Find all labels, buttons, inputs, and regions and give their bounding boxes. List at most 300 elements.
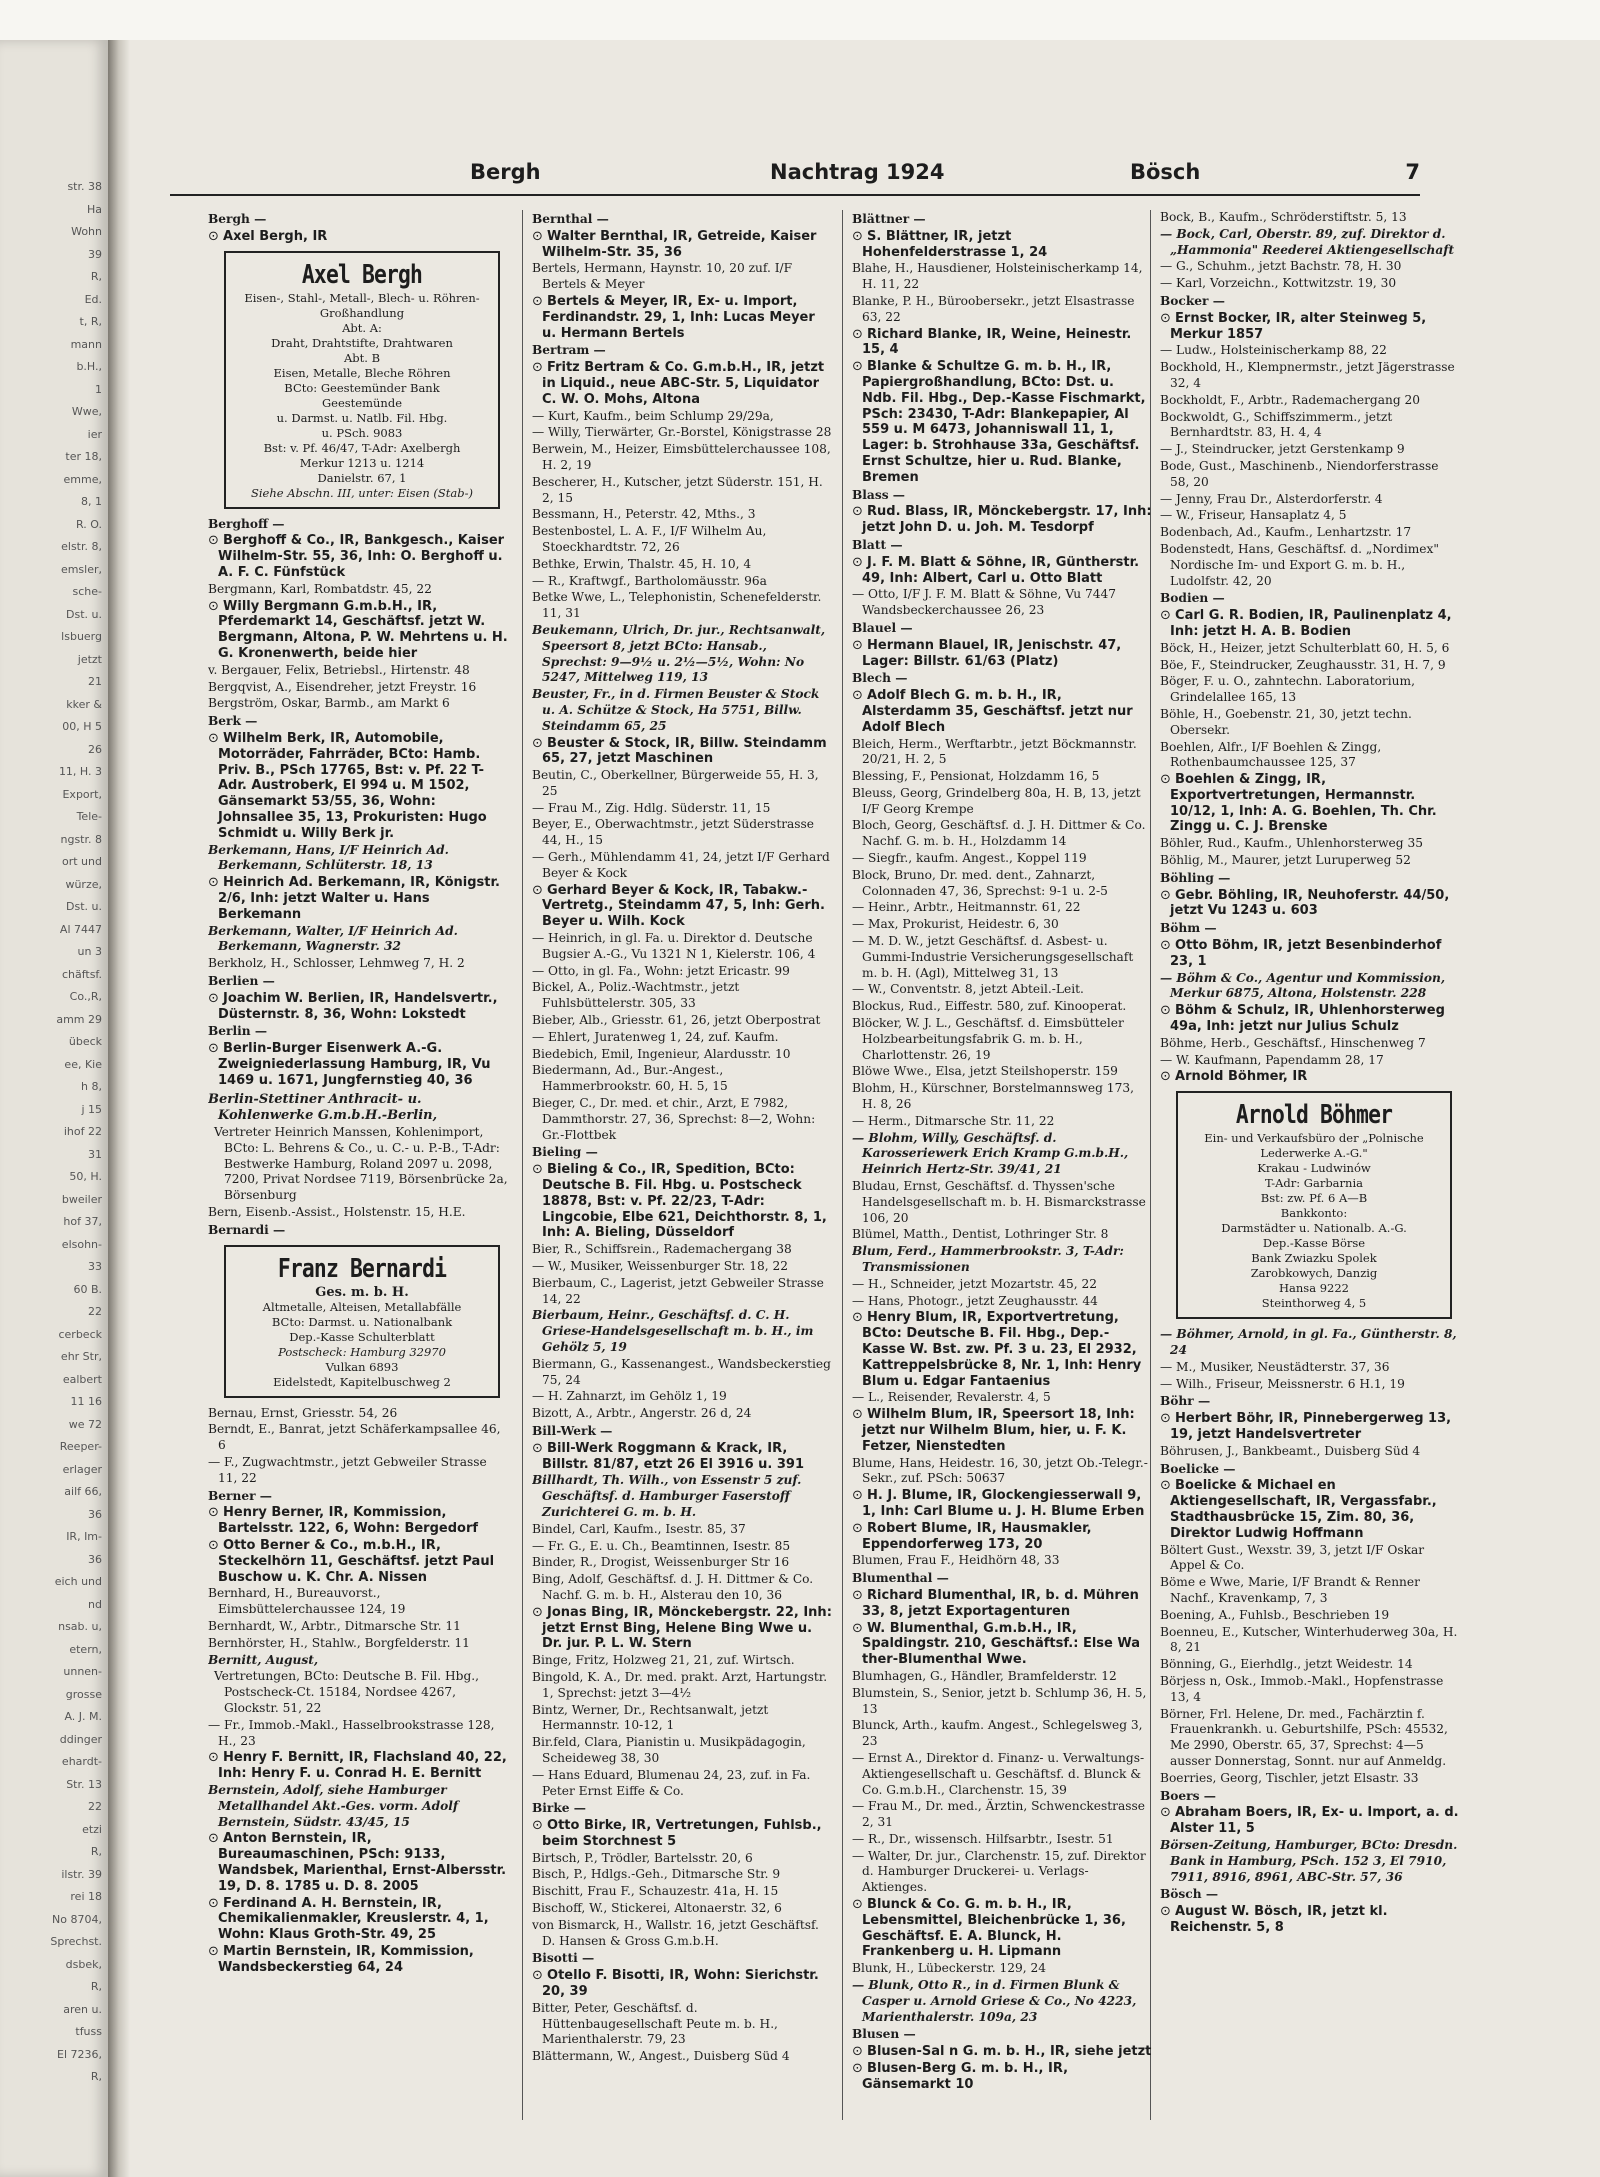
directory-entry: ⊙ Fritz Bertram & Co. G.m.b.H., IR, jetzt in Liquid., neue ABC-Str. 5, Liquidator C. W. O. Mohs, Altona	[532, 360, 832, 407]
section-heading: Bocker —	[1160, 293, 1225, 308]
section-heading: Böhling —	[1160, 870, 1231, 885]
directory-entry: — Böhmer, Arnold, in gl. Fa., Güntherstr. 8, 24	[1160, 1327, 1457, 1358]
directory-entry: Blättermann, W., Angest., Duisberg Süd 4	[532, 2049, 790, 2064]
previous-page-fragment: Ed.	[84, 292, 102, 306]
previous-page-fragment: cerbeck	[58, 1327, 102, 1341]
directory-entry: ⊙ Beuster & Stock, IR, Billw. Steindamm 65, 27, jetzt Maschinen	[532, 736, 832, 768]
directory-entry: Bieber, Alb., Griesstr. 61, 26, jetzt Oberpostrat	[532, 1013, 821, 1028]
previous-page-fragment: h 8,	[81, 1080, 102, 1093]
previous-page-margin	[0, 40, 110, 2177]
directory-entry: Börner, Frl. Helene, Dr. med., Fachärztin f. Frauenkrankh. u. Geburtshilfe, PSch: 45532, Me 2990, Oberstr. 65, 37, Sprechst: 4—5 ausser Donnerstag, Sonnt. nur auf Anmeldg.	[1160, 1706, 1448, 1768]
advert-line: Zarobkowych, Danzig	[1250, 1266, 1378, 1281]
previous-page-fragment: chäftsf.	[61, 967, 102, 981]
directory-entry: Blumstein, S., Senior, jetzt b. Schlump 36, H. 5, 13	[852, 1685, 1147, 1716]
advert-line: BCto: Geestemünder Bank	[284, 380, 440, 395]
directory-entry: — F., Zugwachtmstr., jetzt Gebweiler Strasse 11, 22	[208, 1455, 487, 1485]
directory-entry: Böhme, Herb., Geschäftsf., Hinschenweg 7	[1160, 1035, 1426, 1050]
section-heading: Bodien —	[1160, 591, 1225, 606]
advert-line: Postscheck: Hamburg 32970	[278, 1344, 446, 1359]
previous-page-fragment: A. J. M.	[64, 1710, 102, 1723]
advert-subtitle: Ges. m. b. H.	[315, 1284, 409, 1300]
advert-line: Ein- und Verkaufsbüro der „Polnische Lederwerke A.-G."	[1204, 1131, 1424, 1161]
previous-page-fragment: sche-	[72, 585, 102, 598]
previous-page-fragment: ngstr. 8	[60, 832, 102, 846]
previous-page-fragment: 1	[95, 382, 102, 396]
scan-top-border	[0, 0, 1600, 40]
previous-page-fragment: b.H.,	[76, 360, 102, 373]
directory-entry: — Bock, Carl, Oberstr. 89, zuf. Direktor d. „Hammonia" Reederei Aktiengesellschaft	[1160, 226, 1455, 257]
section-heading: Blättner —	[852, 212, 926, 226]
advert-axel-bergh	[224, 251, 500, 509]
directory-entry: Beukemann, Ulrich, Dr. jur., Rechtsanwalt, Speersort 8, jetzt BCto: Hansab., Sprechst: 9—9½ u. 2½—5½, Wohn: No 5247, Mittelweg 119, 13	[532, 622, 826, 685]
section-heading: Berk —	[208, 714, 258, 729]
directory-entry: — Hans, Photogr., jetzt Zeughausstr. 44	[852, 1293, 1098, 1308]
advert-line: Eidelstedt, Kapitelbuschweg 2	[273, 1374, 451, 1389]
directory-entry: ⊙ Otto Böhm, IR, jetzt Besenbinderhof 23, 1	[1160, 938, 1460, 970]
directory-entry: Böhler, Rud., Kaufm., Uhlenhorsterweg 35	[1160, 836, 1423, 851]
directory-entry: Böme e Wwe, Marie, I/F Brandt & Renner Nachf., Kravenkamp, 7, 3	[1160, 1575, 1420, 1605]
directory-entry: — Max, Prokurist, Heidestr. 6, 30	[852, 917, 1059, 932]
advert-line: Krakau - Ludwinów	[1257, 1161, 1371, 1176]
directory-entry: Bockhold, H., Klempnermstr., jetzt Jägerstrasse 32, 4	[1160, 360, 1455, 390]
directory-entry: — Frau M., Dr. med., Ärztin, Schwenckestrasse 2, 31	[852, 1799, 1145, 1830]
directory-entry: Blockus, Rud., Eiffestr. 580, zuf. Kinooperat.	[852, 999, 1127, 1014]
directory-entry-title: Berlin-Stettiner Anthracit- u. Kohlenwerke G.m.b.H.-Berlin,	[208, 1092, 438, 1124]
directory-entry: Bing, Adolf, Geschäftsf. d. J. H. Dittmer & Co. Nachf. G. m. b. H., Alsterau den 10, 36	[532, 1572, 814, 1602]
directory-entry: ⊙ Joachim W. Berlien, IR, Handelsvertr., Düsternstr. 8, 36, Wohn: Lokstedt	[208, 991, 508, 1023]
directory-entry: ⊙ Richard Blanke, IR, Weine, Heinestr. 15, 4	[852, 327, 1152, 359]
column-3	[852, 210, 1152, 2130]
directory-entry: Bergström, Oskar, Barmb., am Markt 6	[208, 696, 450, 711]
directory-entry: ⊙ Bill-Werk Roggmann & Krack, IR, Billstr. 81/87, etzt 26 El 3916 u. 391	[532, 1441, 832, 1473]
advert-title: Arnold Böhmer	[1235, 1100, 1393, 1131]
directory-entry: ⊙ Gerhard Beyer & Kock, IR, Tabakw.-Vertretg., Steindamm 47, 5, Inh: Gerh. Beyer u. Wilh. Kock	[532, 883, 832, 930]
previous-page-fragment: Reeper-	[59, 1440, 102, 1453]
advert-line: Abt. B	[343, 350, 381, 365]
directory-entry: — Fr. G., E. u. Ch., Beamtinnen, Isestr. 85	[532, 1538, 791, 1553]
directory-entry: — W., Conventstr. 8, jetzt Abteil.-Leit.	[852, 982, 1084, 997]
previous-page-fragment: hof 37,	[63, 1215, 102, 1228]
advert-line: Eisen, Metalle, Bleche Röhren	[273, 365, 451, 380]
previous-page-fragment: ee, Kie	[64, 1057, 102, 1071]
section-heading: Bernardi —	[208, 1222, 286, 1237]
directory-entry: — R., Dr., wissensch. Hilfsarbtr., Isestr. 51	[852, 1831, 1114, 1846]
directory-entry: — J., Steindrucker, jetzt Gerstenkamp 9	[1160, 442, 1405, 457]
advert-line: Geestemünde	[321, 395, 402, 410]
directory-entry: Bleuss, Georg, Grindelberg 80a, H. B, 13, jetzt I/F Georg Krempe	[852, 785, 1141, 816]
directory-entry: ⊙ Boelicke & Michael en Aktiengesellschaft, IR, Vergassfabr., Stadthausbrücke 15, Zim. 80, 36, Direktor Ludwig Hoffmann	[1160, 1478, 1460, 1541]
previous-page-fragment: eich und	[54, 1575, 102, 1588]
advert-title: Axel Bergh	[301, 259, 423, 290]
previous-page-fragment: 21	[88, 675, 102, 688]
directory-entry: — Karl, Vorzeichn., Kottwitzstr. 19, 30	[1160, 276, 1397, 291]
directory-entry: Bernstein, Adolf, siehe Hamburger Metallhandel Akt.-Ges. vorm. Adolf Bernstein, Südstr. 43/45, 15	[208, 1782, 459, 1829]
section-heading: Boers —	[1160, 1788, 1216, 1803]
directory-entry: ⊙ Adolf Blech G. m. b. H., IR, Alsterdamm 35, Geschäftsf. jetzt nur Adolf Blech	[852, 688, 1152, 735]
directory-entry: Bingold, K. A., Dr. med. prakt. Arzt, Hartungstr. 1, Sprechst: jetzt 3—4½	[532, 1669, 828, 1700]
section-heading: Blauel —	[852, 620, 913, 635]
directory-entry: ⊙ Blanke & Schultze G. m. b. H., IR, Papiergroßhandlung, BCto: Dst. u. Ndb. Fil. Hbg., Dep.-Kasse Fischmarkt, PSch: 23430, T-Adr: Blankepapier, Al 559 u. M 6473, Johanniswall 11, 1, Lager: b. Strohhause 33a, Geschäftsf. Ernst Schultze, hier u. Rud. Blanke, Bremen	[852, 359, 1152, 485]
directory-entry: Bessmann, H., Peterstr. 42, Mths., 3	[532, 507, 756, 522]
directory-entry: ⊙ Willy Bergmann G.m.b.H., IR, Pferdemarkt 14, Geschäftsf. jetzt W. Bergmann, Altona, P. W. Mehrtens u. H. G. Kronenwerth, beide hier	[208, 599, 508, 662]
directory-entry: — Siegfr., kaufm. Angest., Koppel 119	[852, 851, 1087, 866]
directory-entry: — Ernst A., Direktor d. Finanz- u. Verwaltungs-Aktiengesellschaft u. Geschäftsf. d. Blunck & Co. G.m.b.H., Clarchenstr. 15, 39	[852, 1750, 1145, 1797]
column-1	[208, 210, 508, 2130]
directory-entry: Vertretungen, BCto: Deutsche B. Fil. Hbg., Postscheck-Ct. 15184, Nordsee 4267, Glockstr. 51, 22	[214, 1669, 480, 1715]
directory-entry: — Walter, Dr. jur., Clarchenstr. 15, zuf. Direktor d. Hamburger Druckerei- u. Verlags-Aktienges.	[852, 1848, 1146, 1895]
directory-entry: Boerries, Georg, Tischler, jetzt Elsastr. 33	[1160, 1770, 1419, 1785]
directory-entry: Bern, Eisenb.-Assist., Holstenstr. 15, H.E.	[208, 1205, 466, 1220]
directory-entry: Beuster, Fr., in d. Firmen Beuster & Stock u. A. Schütze & Stock, Ha 5751, Billw. Steindamm 65, 25	[532, 687, 820, 733]
previous-page-fragment: Al 7447	[59, 922, 102, 936]
directory-entry: ⊙ H. J. Blume, IR, Glockengiesserwall 9, 1, Inh: Carl Blume u. J. H. Blume Erben	[852, 1488, 1152, 1520]
previous-page-fragment: aren u.	[63, 2002, 102, 2016]
directory-entry: Bock, B., Kaufm., Schröderstiftstr. 5, 13	[1160, 210, 1407, 224]
section-heading: Blass —	[852, 487, 905, 502]
directory-entry: v. Bergauer, Felix, Betriebsl., Hirtenstr. 48	[208, 662, 470, 677]
directory-entry: Böhlig, M., Maurer, jetzt Luruperweg 52	[1160, 853, 1411, 868]
directory-entry: ⊙ Carl G. R. Bodien, IR, Paulinenplatz 4, Inh: jetzt H. A. B. Bodien	[1160, 608, 1460, 640]
advert-line: BCto: Darmst. u. Nationalbank	[271, 1314, 453, 1329]
column-rule	[842, 210, 843, 2120]
advert-line: Hansa 9222	[1279, 1281, 1349, 1296]
previous-page-fragment: ddinger	[59, 1732, 102, 1746]
previous-page-fragment: El 7236,	[57, 2047, 102, 2061]
directory-entry: — L., Reisender, Revalerstr. 4, 5	[852, 1390, 1051, 1405]
previous-page-fragment: 36	[88, 1507, 102, 1521]
advert-line: Dep.-Kasse Börse	[1262, 1236, 1366, 1251]
directory-entry: Biermann, G., Kassenangest., Wandsbeckerstieg 75, 24	[532, 1356, 831, 1387]
directory-entry: Bindel, Carl, Kaufm., Isestr. 85, 37	[532, 1521, 746, 1536]
directory-entry-title: Bernitt, August,	[208, 1652, 319, 1667]
previous-page-fragment: nd	[88, 1597, 102, 1611]
directory-entry: Berkemann, Hans, I/F Heinrich Ad. Berkemann, Schlüterstr. 18, 13	[208, 842, 449, 873]
previous-page-fragment: t, R,	[79, 315, 102, 328]
previous-page-fragment: R. O.	[76, 517, 102, 531]
previous-page-fragment: No 8704,	[52, 1912, 102, 1926]
directory-entry: Böe, F., Steindrucker, Zeughausstr. 31, H. 7, 9	[1160, 657, 1446, 672]
directory-entry: — W. Kaufmann, Papendamm 28, 17	[1160, 1052, 1384, 1067]
directory-entry: ⊙ August W. Bösch, IR, jetzt kl. Reichenstr. 5, 8	[1160, 1904, 1460, 1936]
directory-entry: ⊙ Berlin-Burger Eisenwerk A.-G. Zweigniederlassung Hamburg, IR, Vu 1469 u. 1671, Jungfernstieg 40, 36	[208, 1041, 508, 1088]
previous-page-fragment: ehr Str,	[60, 1350, 102, 1363]
directory-entry: Bintz, Werner, Dr., Rechtsanwalt, jetzt Hermannstr. 10-12, 1	[532, 1702, 769, 1733]
directory-entry: — Ludw., Holsteinischerkamp 88, 22	[1160, 343, 1387, 358]
directory-entry: Blöwe Wwe., Elsa, jetzt Steilshoperstr. 159	[852, 1064, 1118, 1079]
directory-entry: Börjess n, Osk., Immob.-Makl., Hopfenstrasse 13, 4	[1160, 1673, 1444, 1704]
directory-entry: — Frau M., Zig. Hdlg. Süderstr. 11, 15	[532, 800, 771, 815]
previous-page-fragment: 50, H.	[69, 1170, 102, 1183]
previous-page-fragment: Dst. u.	[66, 900, 102, 913]
previous-page-fragment: we 72	[68, 1417, 102, 1431]
directory-entry: Böck, H., Heizer, jetzt Schulterblatt 60, H. 5, 6	[1160, 640, 1450, 655]
directory-entry: ⊙ Ernst Bocker, IR, alter Steinweg 5, Merkur 1857	[1160, 311, 1460, 343]
directory-entry: — Willy, Tierwärter, Gr.-Borstel, Königstrasse 28	[532, 425, 832, 440]
directory-entry: Berwein, M., Heizer, Eimsbüttelerchaussee 108, H. 2, 19	[532, 442, 831, 472]
directory-entry: ⊙ Abraham Boers, IR, Ex- u. Import, a. d. Alster 11, 5	[1160, 1805, 1460, 1837]
directory-entry: — W., Musiker, Weissenburger Str. 18, 22	[532, 1259, 789, 1273]
directory-entry: Bieger, C., Dr. med. et chir., Arzt, E 7982, Dammthorstr. 27, 36, Sprechst: 8—2, Wohn: Gr.-Flottbek	[532, 1096, 816, 1142]
directory-entry: Biedermann, Ad., Bur.-Angest., Hammerbrookstr. 60, H. 5, 15	[532, 1063, 728, 1094]
directory-entry: ⊙ Blusen-Sal n G. m. b. H., IR, siehe jetzt	[852, 2044, 1152, 2060]
directory-entry: Bernhard, H., Bureauvorst., Eimsbüttelerchaussee 124, 19	[208, 1586, 406, 1617]
previous-page-fragment: erlager	[62, 1462, 102, 1476]
directory-entry: Bockwoldt, G., Schiffszimmerm., jetzt Bernhardtstr. 83, H. 4, 4	[1160, 409, 1393, 440]
previous-page-fragment: IR, Im-	[66, 1530, 102, 1543]
section-heading: Blumenthal —	[852, 1571, 949, 1586]
advert-line: u. Darmst. u. Natlb. Fil. Hbg.	[276, 410, 448, 425]
previous-page-fragment: Co.,R,	[69, 990, 102, 1003]
previous-page-fragment: R,	[90, 2070, 102, 2083]
advert-line: Merkur 1213 u. 1214	[299, 455, 425, 470]
directory-entry: Bierbaum, Heinr., Geschäftsf. d. C. H. Griese-Handelsgesellschaft m. b. H., im Gehölz 5, 19	[532, 1308, 814, 1354]
directory-entry: Block, Bruno, Dr. med. dent., Zahnarzt, Colonnaden 47, 36, Sprechst: 9-1 u. 2-5	[852, 867, 1108, 898]
directory-entry: Börsen-Zeitung, Hamburger, BCto: Dresdn. Bank in Hamburg, PSch. 152 3, El 7910, 7911, 8916, 8961, ABC-Str. 57, 36	[1160, 1837, 1458, 1884]
directory-entry: Blunck, Arth., kaufm. Angest., Schlegelsweg 3, 23	[852, 1718, 1143, 1749]
advert-line: Steinthorweg 4, 5	[1261, 1296, 1367, 1311]
directory-entry: Böhrusen, J., Bankbeamt., Duisberg Süd 4	[1160, 1443, 1421, 1458]
previous-page-fragment: würze,	[65, 877, 102, 891]
directory-entry: — H. Zahnarzt, im Gehölz 1, 19	[532, 1389, 727, 1404]
previous-page-fragment: jetzt	[77, 652, 102, 666]
directory-entry: ⊙ Rud. Blass, IR, Mönckebergstr. 17, Inh: jetzt John D. u. Joh. M. Tesdorpf	[852, 504, 1152, 536]
directory-entry: Birtsch, P., Trödler, Bartelsstr. 20, 6	[532, 1850, 753, 1865]
directory-entry: Bernhardt, W., Arbtr., Ditmarsche Str. 11	[208, 1619, 461, 1634]
directory-entry: ⊙ Gebr. Böhling, IR, Neuhoferstr. 44/50, jetzt Vu 1243 u. 603	[1160, 888, 1460, 920]
advert-line: Bankkonto:	[1280, 1206, 1348, 1221]
directory-entry: — Blunk, Otto R., in d. Firmen Blunk & Casper u. Arnold Griese & Co., No 4223, Marienthalerstr. 109a, 23	[852, 1978, 1137, 2024]
section-heading: Berlin —	[208, 1024, 268, 1039]
previous-page-fragment: etzi	[82, 1822, 102, 1836]
directory-entry: ⊙ Martin Bernstein, IR, Kommission, Wandsbeckerstieg 64, 24	[208, 1944, 508, 1976]
directory-entry: Beyer, E., Oberwachtmstr., jetzt Süderstrasse 44, H., 15	[532, 817, 815, 848]
section-heading: Birke —	[532, 1801, 586, 1816]
section-heading: Bertram —	[532, 343, 606, 358]
directory-entry: — Otto, I/F J. F. M. Blatt & Söhne, Vu 7447 Wandsbeckerchaussee 26, 23	[852, 587, 1117, 618]
section-heading: Berlien —	[208, 973, 275, 988]
directory-entry: — M., Musiker, Neustädterstr. 37, 36	[1160, 1359, 1390, 1374]
directory-entry: Bleich, Herm., Werftarbtr., jetzt Böckmannstr. 20/21, H. 2, 5	[852, 736, 1137, 767]
directory-entry: Bir.feld, Clara, Pianistin u. Musikpädagogin, Scheideweg 38, 30	[532, 1735, 806, 1765]
section-heading: Böhr —	[1160, 1394, 1211, 1409]
directory-entry: ⊙ J. F. M. Blatt & Söhne, IR, Güntherstr. 49, Inh: Albert, Carl u. Otto Blatt	[852, 555, 1152, 587]
advert-franz-bernardi	[224, 1245, 500, 1398]
section-heading: Böhm —	[1160, 921, 1217, 936]
directory-entry: — Gerh., Mühlendamm 41, 24, jetzt I/F Gerhard Beyer & Kock	[532, 850, 830, 880]
previous-page-fragment: 36	[88, 1552, 102, 1566]
directory-entry: Bönning, G., Eierhdlg., jetzt Weidestr. 14	[1160, 1657, 1413, 1672]
directory-entry: ⊙ Henry F. Bernitt, IR, Flachsland 40, 22, Inh: Henry F. u. Conrad H. E. Bernitt	[208, 1750, 508, 1782]
directory-entry: ⊙ Wilhelm Blum, IR, Speersort 18, Inh: jetzt nur Wilhelm Blum, hier, u. F. K. Fetzer, Nienstedten	[852, 1407, 1152, 1454]
column-4	[1160, 210, 1460, 2130]
directory-entry: Blöcker, W. J. L., Geschäftsf. d. Eimsbütteler Holzbearbeitungsfabrik G. m. b. H., Charlottenstr. 26, 19	[852, 1016, 1124, 1062]
directory-entry: Bergqvist, A., Eisendreher, jetzt Freystr. 16	[208, 679, 477, 694]
previous-page-fragment: ailf 66,	[64, 1485, 102, 1498]
advert-line: u. PSch. 9083	[321, 425, 403, 440]
previous-page-fragment: 11 16	[70, 1395, 102, 1408]
directory-entry: — Wilh., Friseur, Meissnerstr. 6 H.1, 19	[1160, 1376, 1405, 1391]
directory-entry: Blümel, Matth., Dentist, Lothringer Str. 8	[852, 1227, 1109, 1242]
directory-entry: Bockholdt, F., Arbtr., Rademachergang 20	[1160, 392, 1421, 407]
advert-line: Darmstädter u. Nationalb. A.-G.	[1221, 1221, 1407, 1236]
directory-entry: Bergmann, Karl, Rombatdstr. 45, 22	[208, 581, 432, 596]
directory-entry: Bode, Gust., Maschinenb., Niendorferstrasse 58, 20	[1160, 458, 1439, 489]
section-heading: Blusen —	[852, 2027, 916, 2042]
previous-page-fragment: ter 18,	[65, 450, 102, 463]
directory-entry: Betke Wwe, L., Telephonistin, Schenefelderstr. 11, 31	[532, 590, 822, 621]
previous-page-fragment: bweiler	[61, 1192, 102, 1206]
directory-entry: Blume, Hans, Heidestr. 16, 30, jetzt Ob.-Telegr.-Sekr., zuf. PSch: 50637	[852, 1455, 1148, 1486]
directory-entry: Bertels, Hermann, Haynstr. 10, 20 zuf. I/F Bertels & Meyer	[532, 261, 793, 292]
previous-page-fragment: lsbuerg	[61, 630, 102, 643]
previous-page-fragment: 00, H 5	[62, 720, 102, 733]
directory-entry: ⊙ Ferdinand A. H. Bernstein, IR, Chemikalienmakler, Kreuslerstr. 4, 1, Wohn: Klaus Groth-Str. 49, 25	[208, 1896, 508, 1943]
previous-page-fragment: ort und	[62, 855, 102, 868]
directory-entry: — Kurt, Kaufm., beim Schlump 29/29a,	[532, 408, 774, 423]
advert-line: Bst: v. Pf. 46/47, T-Adr: Axelbergh	[263, 440, 461, 455]
previous-page-fragment: Wwe,	[71, 405, 102, 418]
directory-entry: Berndt, E., Banrat, jetzt Schäferkampsallee 46, 6	[208, 1422, 501, 1453]
directory-entry: Blumen, Frau F., Heidhörn 48, 33	[852, 1553, 1060, 1568]
section-heading: Bernthal —	[532, 212, 609, 226]
previous-page-fragment: un 3	[77, 945, 102, 958]
section-heading: Bill-Werk —	[532, 1423, 613, 1438]
directory-entry: Boenneu, E., Kutscher, Winterhuderweg 30a, H. 8, 21	[1160, 1624, 1458, 1655]
directory-entry: Billhardt, Th. Wilh., von Essenstr 5 zuf. Geschäftsf. d. Hamburger Faserstoff Zurichterei G. m. b. H.	[532, 1473, 802, 1519]
previous-page-fragment: Sprechst.	[50, 1935, 102, 1948]
directory-entry: Bodenstedt, Hans, Geschäftsf. d. „Nordimex" Nordische Im- und Export G. m. b. H., Ludolfstr. 42, 20	[1160, 541, 1439, 588]
page-header	[170, 158, 1420, 196]
previous-page-fragment: dsbek,	[65, 1957, 102, 1971]
directory-entry: ⊙ Böhm & Schulz, IR, Uhlenhorsterweg 49a, Inh: jetzt nur Julius Schulz	[1160, 1003, 1460, 1035]
previous-page-fragment: übeck	[68, 1035, 102, 1048]
directory-entry: — Heinr., Arbtr., Heitmannstr. 61, 22	[852, 900, 1081, 915]
directory-entry: — Heinrich, in gl. Fa. u. Direktor d. Deutsche Bugsier A.-G., Vu 1321 N 1, Kielerstr. 106, 4	[532, 931, 816, 961]
directory-entry: Bischitt, Frau F., Schauzestr. 41a, H. 15	[532, 1884, 779, 1899]
directory-entry: ⊙ Henry Berner, IR, Kommission, Bartelsstr. 122, 6, Wohn: Bergedorf	[208, 1505, 508, 1537]
directory-entry: Bitter, Peter, Geschäftsf. d. Hüttenbaugesellschaft Peute m. b. H., Marienthalerstr. 79, 23	[532, 2000, 778, 2047]
directory-entry: — Ehlert, Juratenweg 1, 24, zuf. Kaufm.	[532, 1029, 779, 1044]
directory-entry: Beutin, C., Oberkellner, Bürgerweide 55, H. 3, 25	[532, 768, 819, 798]
advert-line: Dep.-Kasse Schulterblatt	[289, 1329, 435, 1344]
advert-line: T-Adr: Garbarnia	[1265, 1176, 1363, 1191]
previous-page-fragment: ehardt-	[61, 1755, 102, 1768]
directory-entry: ⊙ W. Blumenthal, G.m.b.H., IR, Spaldingstr. 210, Geschäftsf.: Else Wa ther-Blumenthal Wwe.	[852, 1621, 1152, 1668]
previous-page-fragment: 22	[88, 1305, 102, 1318]
previous-page-fragment: R,	[90, 270, 102, 283]
previous-page-fragment: mann	[70, 337, 102, 351]
previous-page-fragment: nsab. u,	[58, 1620, 102, 1633]
directory-entry: Berkholz, H., Schlosser, Lehmweg 7, H. 2	[208, 956, 465, 971]
directory-entry: Bethke, Erwin, Thalstr. 45, H. 10, 4	[532, 556, 752, 571]
directory-entry: ⊙ Otto Birke, IR, Vertretungen, Fuhlsb., beim Storchnest 5	[532, 1818, 832, 1850]
previous-page-fragment: ier	[87, 427, 102, 441]
directory-entry: — W., Friseur, Hansaplatz 4, 5	[1160, 508, 1347, 523]
previous-page-fragment: ealbert	[62, 1372, 102, 1386]
directory-entry: ⊙ Otello F. Bisotti, IR, Wohn: Sierichstr. 20, 39	[532, 1968, 832, 2000]
section-heading: Berghoff —	[208, 516, 285, 531]
directory-entry: Bischoff, W., Stickerei, Altonaerstr. 32, 6	[532, 1901, 782, 1916]
directory-entry: ⊙ S. Blättner, IR, jetzt Hohenfelderstrasse 1, 24	[852, 229, 1152, 261]
section-heading: Boelicke —	[1160, 1461, 1236, 1476]
previous-page-fragment: R,	[90, 1980, 102, 1993]
previous-page-fragment: rei 18	[70, 1890, 102, 1903]
previous-page-fragment: 33	[88, 1260, 102, 1273]
advert-line: Bst: zw. Pf. 6 A—B	[1260, 1191, 1368, 1206]
directory-entry: — Hans Eduard, Blumenau 24, 23, zuf. in Fa. Peter Ernst Eiffe & Co.	[532, 1767, 811, 1798]
previous-page-fragment: elstr. 8,	[61, 540, 102, 553]
section-heading: Bergh —	[208, 212, 267, 226]
column-rule	[522, 210, 523, 2120]
previous-page-fragment: amm 29	[56, 1012, 102, 1026]
previous-page-fragment: 11, H. 3	[58, 765, 102, 778]
directory-entry: ⊙ Jonas Bing, IR, Mönckebergstr. 22, Inh: jetzt Ernst Bing, Helene Bing Wwe u. Dr. jur. P. L. W. Stern	[532, 1605, 832, 1652]
previous-page-fragment: Tele-	[76, 810, 102, 823]
previous-page-fragment: j 15	[81, 1102, 102, 1116]
section-heading: Blatt —	[852, 537, 903, 552]
directory-entry: Bickel, A., Poliz.-Wachtmstr., jetzt Fuhlsbüttelerstr. 305, 33	[532, 980, 740, 1011]
section-heading: Blech —	[852, 671, 908, 686]
directory-entry: Bier, R., Schiffsrein., Rademachergang 38	[532, 1242, 792, 1257]
directory-entry: ⊙ Hermann Blauel, IR, Jenischstr. 47, Lager: Billstr. 61/63 (Platz)	[852, 638, 1152, 670]
previous-page-fragment: Dst. u.	[66, 607, 102, 621]
previous-page-fragment: unnen-	[63, 1665, 102, 1678]
section-heading: Bisotti —	[532, 1951, 595, 1966]
advert-line: Bank Zwiazku Spolek	[1251, 1251, 1377, 1266]
previous-page-fragment: ilstr. 39	[61, 1867, 102, 1881]
previous-page-fragment: str. 38	[67, 180, 102, 193]
directory-entry: Biedebich, Emil, Ingenieur, Alardusstr. 10	[532, 1046, 791, 1061]
directory-entry: Bludau, Ernst, Geschäftsf. d. Thyssen'sche Handelsgesellschaft m. b. H. Bismarckstrasse 106, 20	[852, 1179, 1146, 1225]
directory-entry: Blohm, H., Kürschner, Borstelmannsweg 173, H. 8, 26	[852, 1081, 1134, 1112]
advert-title: Franz Bernardi	[277, 1253, 447, 1284]
advert-line: Abt. A:	[342, 320, 382, 335]
directory-entry: Bierbaum, C., Lagerist, jetzt Gebweiler Strasse 14, 22	[532, 1275, 824, 1306]
previous-page-fragment: 22	[88, 1800, 102, 1813]
directory-entry: Binge, Fritz, Holzweg 21, 21, zuf. Wirtsch.	[532, 1653, 795, 1668]
advert-line: Altmetalle, Alteisen, Metallabfälle	[262, 1299, 462, 1314]
directory-entry: ⊙ Axel Bergh, IR	[208, 229, 508, 245]
directory-entry: Blessing, F., Pensionat, Holzdamm 16, 5	[852, 769, 1100, 784]
directory-entry: — G., Schuhm., jetzt Bachstr. 78, H. 30	[1160, 259, 1402, 274]
previous-page-fragment: R,	[90, 1845, 102, 1858]
header-right-keyword: Bösch	[1130, 160, 1201, 184]
directory-entry: Bernau, Ernst, Griesstr. 54, 26	[208, 1405, 398, 1420]
directory-entry: Binder, R., Drogist, Weissenburger Str 16	[532, 1555, 790, 1570]
previous-page-fragment: etern,	[69, 1642, 102, 1656]
previous-page-fragment: Export,	[62, 787, 102, 801]
directory-entry: Berkemann, Walter, I/F Heinrich Ad. Berkemann, Wagnerstr. 32	[208, 923, 458, 954]
directory-entry: ⊙ Berghoff & Co., IR, Bankgesch., Kaiser Wilhelm-Str. 55, 36, Inh: O. Berghoff u. A. F. C. Fünfstück	[208, 533, 508, 580]
directory-entry: ⊙ Blusen-Berg G. m. b. H., IR, Gänsemarkt 10	[852, 2061, 1152, 2093]
directory-entry: ⊙ Robert Blume, IR, Hausmakler, Eppendorferweg 173, 20	[852, 1521, 1152, 1553]
directory-entry: Böger, F. u. O., zahntechn. Laboratorium, Grindelallee 165, 13	[1160, 674, 1415, 705]
directory-entry: ⊙ Richard Blumenthal, IR, b. d. Mühren 33, 8, jetzt Exportagenturen	[852, 1588, 1152, 1620]
previous-page-fragment: 31	[88, 1147, 102, 1161]
directory-entry: ⊙ Wilhelm Berk, IR, Automobile, Motorräder, Fahrräder, BCto: Hamb. Priv. B., PSch 17765, Bst: v. Pf. 22 T-Adr. Austroberk, El 994 u. M 1502, Gänsemarkt 53/55, 36, Wohn: Johnsallee 35, 13, Prokuristen: Hugo Schmidt u. Willy Berk jr.	[208, 731, 508, 842]
book-gutter	[108, 40, 130, 2177]
advert-line: Eisen-, Stahl-, Metall-, Blech- u. Röhren-Großhandlung	[244, 290, 480, 320]
directory-entry: Blum, Ferd., Hammerbrookstr. 3, T-Adr: Transmissionen	[852, 1244, 1124, 1274]
previous-page-fragment: kker &	[66, 697, 102, 711]
directory-entry: — M. D. W., jetzt Geschäftsf. d. Asbest- u. Gummi-Industrie Versicherungsgesellschaft m. b. H. (Agl), Mittelweg 31, 13	[852, 934, 1134, 980]
header-title: Nachtrag 1924	[770, 160, 945, 184]
directory-entry: Blanke, P. H., Büroobersekr., jetzt Elsastrasse 63, 22	[852, 293, 1135, 324]
directory-entry: Boening, A., Fuhlsb., Beschrieben 19	[1160, 1607, 1390, 1622]
section-heading: Bösch —	[1160, 1887, 1219, 1902]
directory-entry: Blunk, H., Lübeckerstr. 129, 24	[852, 1961, 1047, 1976]
directory-entry: Bestenbostel, L. A. F., I/F Wilhelm Au, Stoeckhardtstr. 72, 26	[532, 524, 767, 554]
